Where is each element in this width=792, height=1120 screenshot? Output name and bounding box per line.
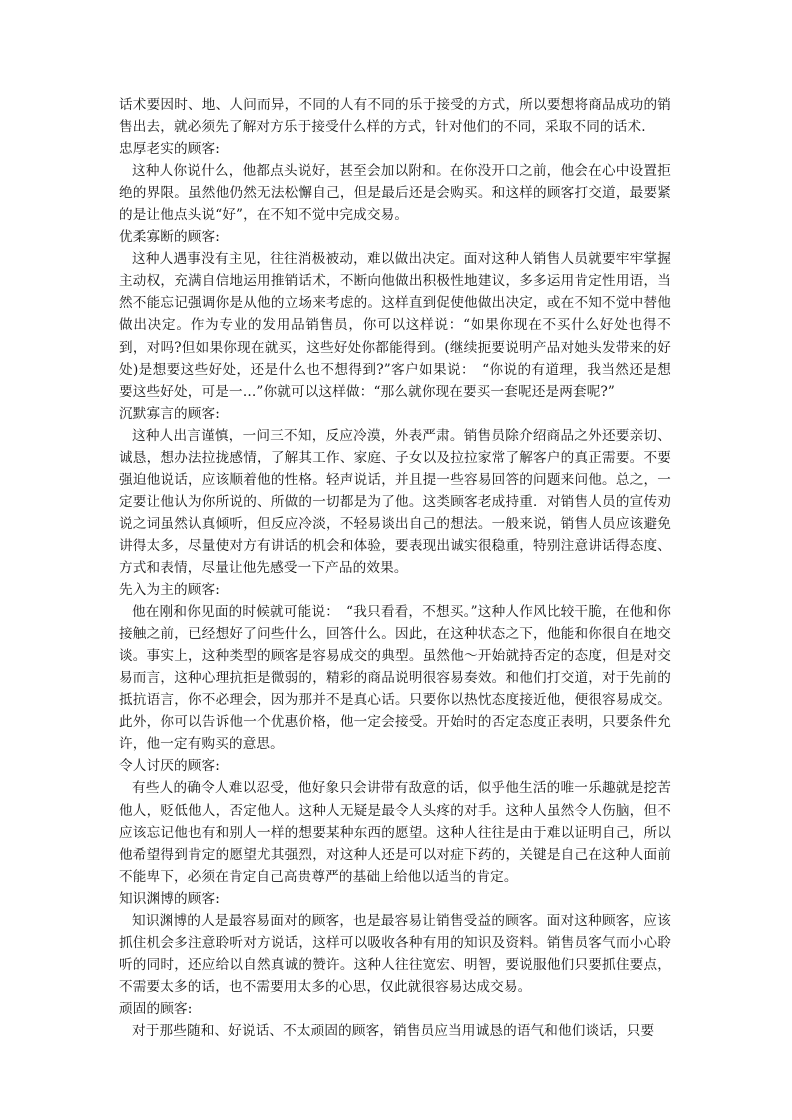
section-body-silent: 这种人出言谨慎，一问三不知，反应冷漠，外表严肃。销售员除介绍商品之外还要亲切、诚恳，想办法拉拢感情，了解其工作、家庭、子女以及拉拉家常了解客户的真正需要。不要强迫他说话，应该顺着他的性格。轻声说话，并且提一些容易回答的问题来问他。总之，一定要让他认为你所说的、所做的一切都是为了他。这类顾客老成持重．对销售人员的宣传劝说之词虽然认真倾听，但反应冷淡，不轻易谈出自己的想法。一般来说，销售人员应该避免讲得太多，尽量使对方有讲话的机会和体验，要表现出诚实很稳重，特别注意讲话得态度、方式和表情，尽量让他先感受一下产品的效果。: [119, 427, 671, 576]
section-heading-preconceived: 先入为主的顾客:: [119, 582, 220, 599]
section-heading-indecisive: 优柔寡断的顾客:: [119, 229, 220, 246]
document-page: [119, 94, 671, 1042]
section-body-annoying: 有些人的确令人难以忍受，他好象只会讲带有敌意的话，似乎他生活的唯一乐趣就是挖苦他人，贬低他人，否定他人。这种人无疑是最令人头疼的对手。这种人虽然令人伤脑，但不应该忘记他也有和别人一样的想要某种东西的愿望。这种人往往是由于难以证明自己，所以他希望得到肯定的愿望尤其强烈，对这种人还是可以对症下药的，关键是自己在这种人面前不能卑下，必须在肯定自己高贵尊严的基础上给他以适当的肯定。: [119, 780, 671, 885]
section-heading-honest: 忠厚老实的顾客:: [119, 141, 220, 158]
section-body-stubborn: 对于那些随和、好说话、不太顽固的顾客，销售员应当用诚恳的语气和他们谈话，只要: [132, 1022, 655, 1039]
section-heading-stubborn: 顽固的顾客:: [119, 1000, 193, 1017]
section-body-honest: 这种人你说什么，他都点头说好，甚至会加以附和。在你没开口之前，他会在心中设置拒绝的界限。虽然他仍然无法松懈自己，但是最后还是会购买。和这样的顾客打交道，最要紧的是让他点头说“好”，在不知不觉中完成交易。: [119, 163, 671, 224]
section-body-preconceived: 他在刚和你见面的时候就可能说： “我只看看，不想买。”这种人作风比较干脆，在他和你接触之前，已经想好了问些什么，回答什么。因此，在这种状态之下，他能和你很自在地交谈。事实上，这种类型的顾客是容易成交的典型。虽然他～开始就持否定的态度，但是对交易而言，这种心理抗拒是微弱的，精彩的商品说明很容易奏效。和他们打交道，对于先前的抵抗语言，你不必理会，因为那并不是真心话。只要你以热忱态度接近他，便很容易成交。此外，你可以告诉他一个优惠价格，他一定会接受。开始时的否定态度正表明，只要条件允许，他一定有购买的意思。: [119, 604, 671, 753]
section-body-indecisive: 这种人遇事没有主见，往往消极被动，难以做出决定。面对这种人销售人员就要牢牢掌握主动权，充满自信地运用推销话术，不断向他做出积极性地建议，多多运用肯定性用语，当然不能忘记强调你是从他的立场来考虑的。这样直到促使他做出决定，或在不知不觉中替他做出决定。作为专业的发用品销售员，你可以这样说：“如果你现在不买什么好处也得不到，对吗?但如果你现在就买，这些好处你都能得到。(继续扼要说明产品对她头发带来的好处)是想要这些好处，还是什么也不想得到?”客户如果说： “你说的有道理，我当然还是想要这些好处，可是一…”你就可以这样做：“那么就你现在要买一套呢还是两套呢?”: [119, 251, 671, 400]
intro-paragraph: 话术要因时、地、人问而异，不同的人有不同的乐于接受的方式，所以要想将商品成功的销售出去，就必须先了解对方乐于接受什么样的方式，针对他们的不同，采取不同的话术.: [119, 97, 671, 136]
section-heading-annoying: 令人讨厌的顾客:: [119, 758, 220, 775]
section-heading-silent: 沉默寡言的顾客:: [119, 405, 220, 422]
section-heading-knowledgeable: 知识渊博的顾客:: [119, 890, 220, 907]
section-body-knowledgeable: 知识渊博的人是最容易面对的顾客，也是最容易让销售受益的顾客。面对这种顾客，应该抓住机会多注意聆听对方说话，这样可以吸收各种有用的知识及资料。销售员客气而小心聆听的同时，还应给以自然真诚的赞许。这种人往往宽宏、明智，要说服他们只要抓住要点，不需要太多的话，也不需要用太多的心思，仅此就很容易达成交易。: [119, 912, 671, 995]
